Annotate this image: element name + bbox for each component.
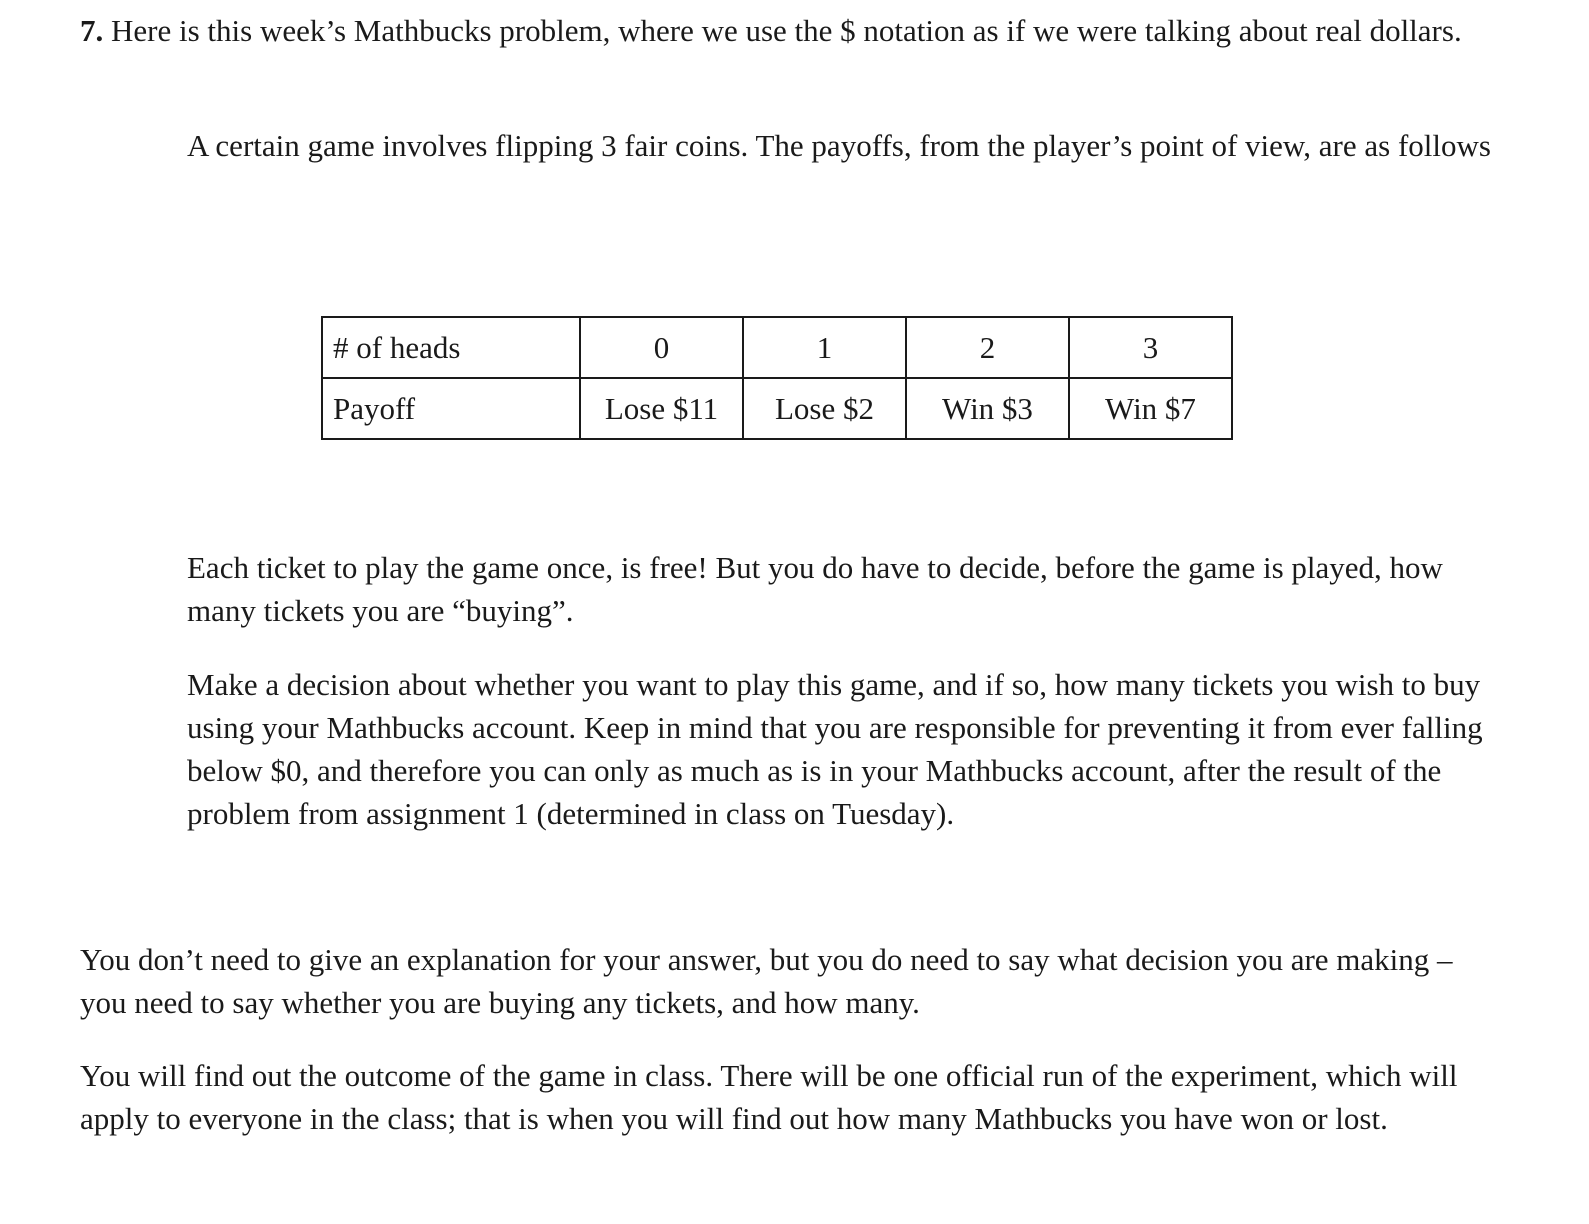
payoff-cell: Lose $2 — [743, 378, 906, 439]
payoff-cell: Win $7 — [1069, 378, 1232, 439]
payoff-cell: Win $3 — [906, 378, 1069, 439]
question-intro-text: Here is this week’s Mathbucks problem, where we use the $ notation as if we were talking about real dollars. — [103, 13, 1462, 48]
question-number: 7. — [80, 13, 104, 48]
payoff-cell: Lose $11 — [580, 378, 743, 439]
row-header-heads: # of heads — [322, 317, 580, 378]
heads-cell: 0 — [580, 317, 743, 378]
heads-cell: 2 — [906, 317, 1069, 378]
game-description: A certain game involves flipping 3 fair coins. The payoffs, from the player’s point of view, are as follows — [187, 128, 1491, 163]
table-row-payoff — [322, 378, 1232, 439]
explanation-paragraph: You don’t need to give an explanation for your answer, but you do need to say what decision you are making – you need to say whether you are buying any tickets, and how many. — [80, 942, 1453, 1020]
heads-cell: 1 — [743, 317, 906, 378]
heads-cell: 3 — [1069, 317, 1232, 378]
question-intro — [80, 9, 1500, 52]
ticket-paragraph: Each ticket to play the game once, is free! But you do have to decide, before the game is played, how many tickets you are “buying”. — [187, 550, 1443, 628]
payoff-table — [321, 316, 1233, 440]
outcome-paragraph: You will find out the outcome of the game in class. There will be one official run of the experiment, which will apply to everyone in the class; that is when you will find out how many Mathbucks you have won or lost. — [80, 1058, 1458, 1136]
table-row-heads — [322, 317, 1232, 378]
row-header-payoff: Payoff — [322, 378, 580, 439]
decision-paragraph: Make a decision about whether you want to play this game, and if so, how many tickets you wish to buy using your Mathbucks account. Keep in mind that you are responsible for preventing it from ever falling below $0, and therefore you can only as much as is in your Mathbucks account, after the result of the problem from assignment 1 (determined in class on Tuesday). — [187, 667, 1483, 831]
